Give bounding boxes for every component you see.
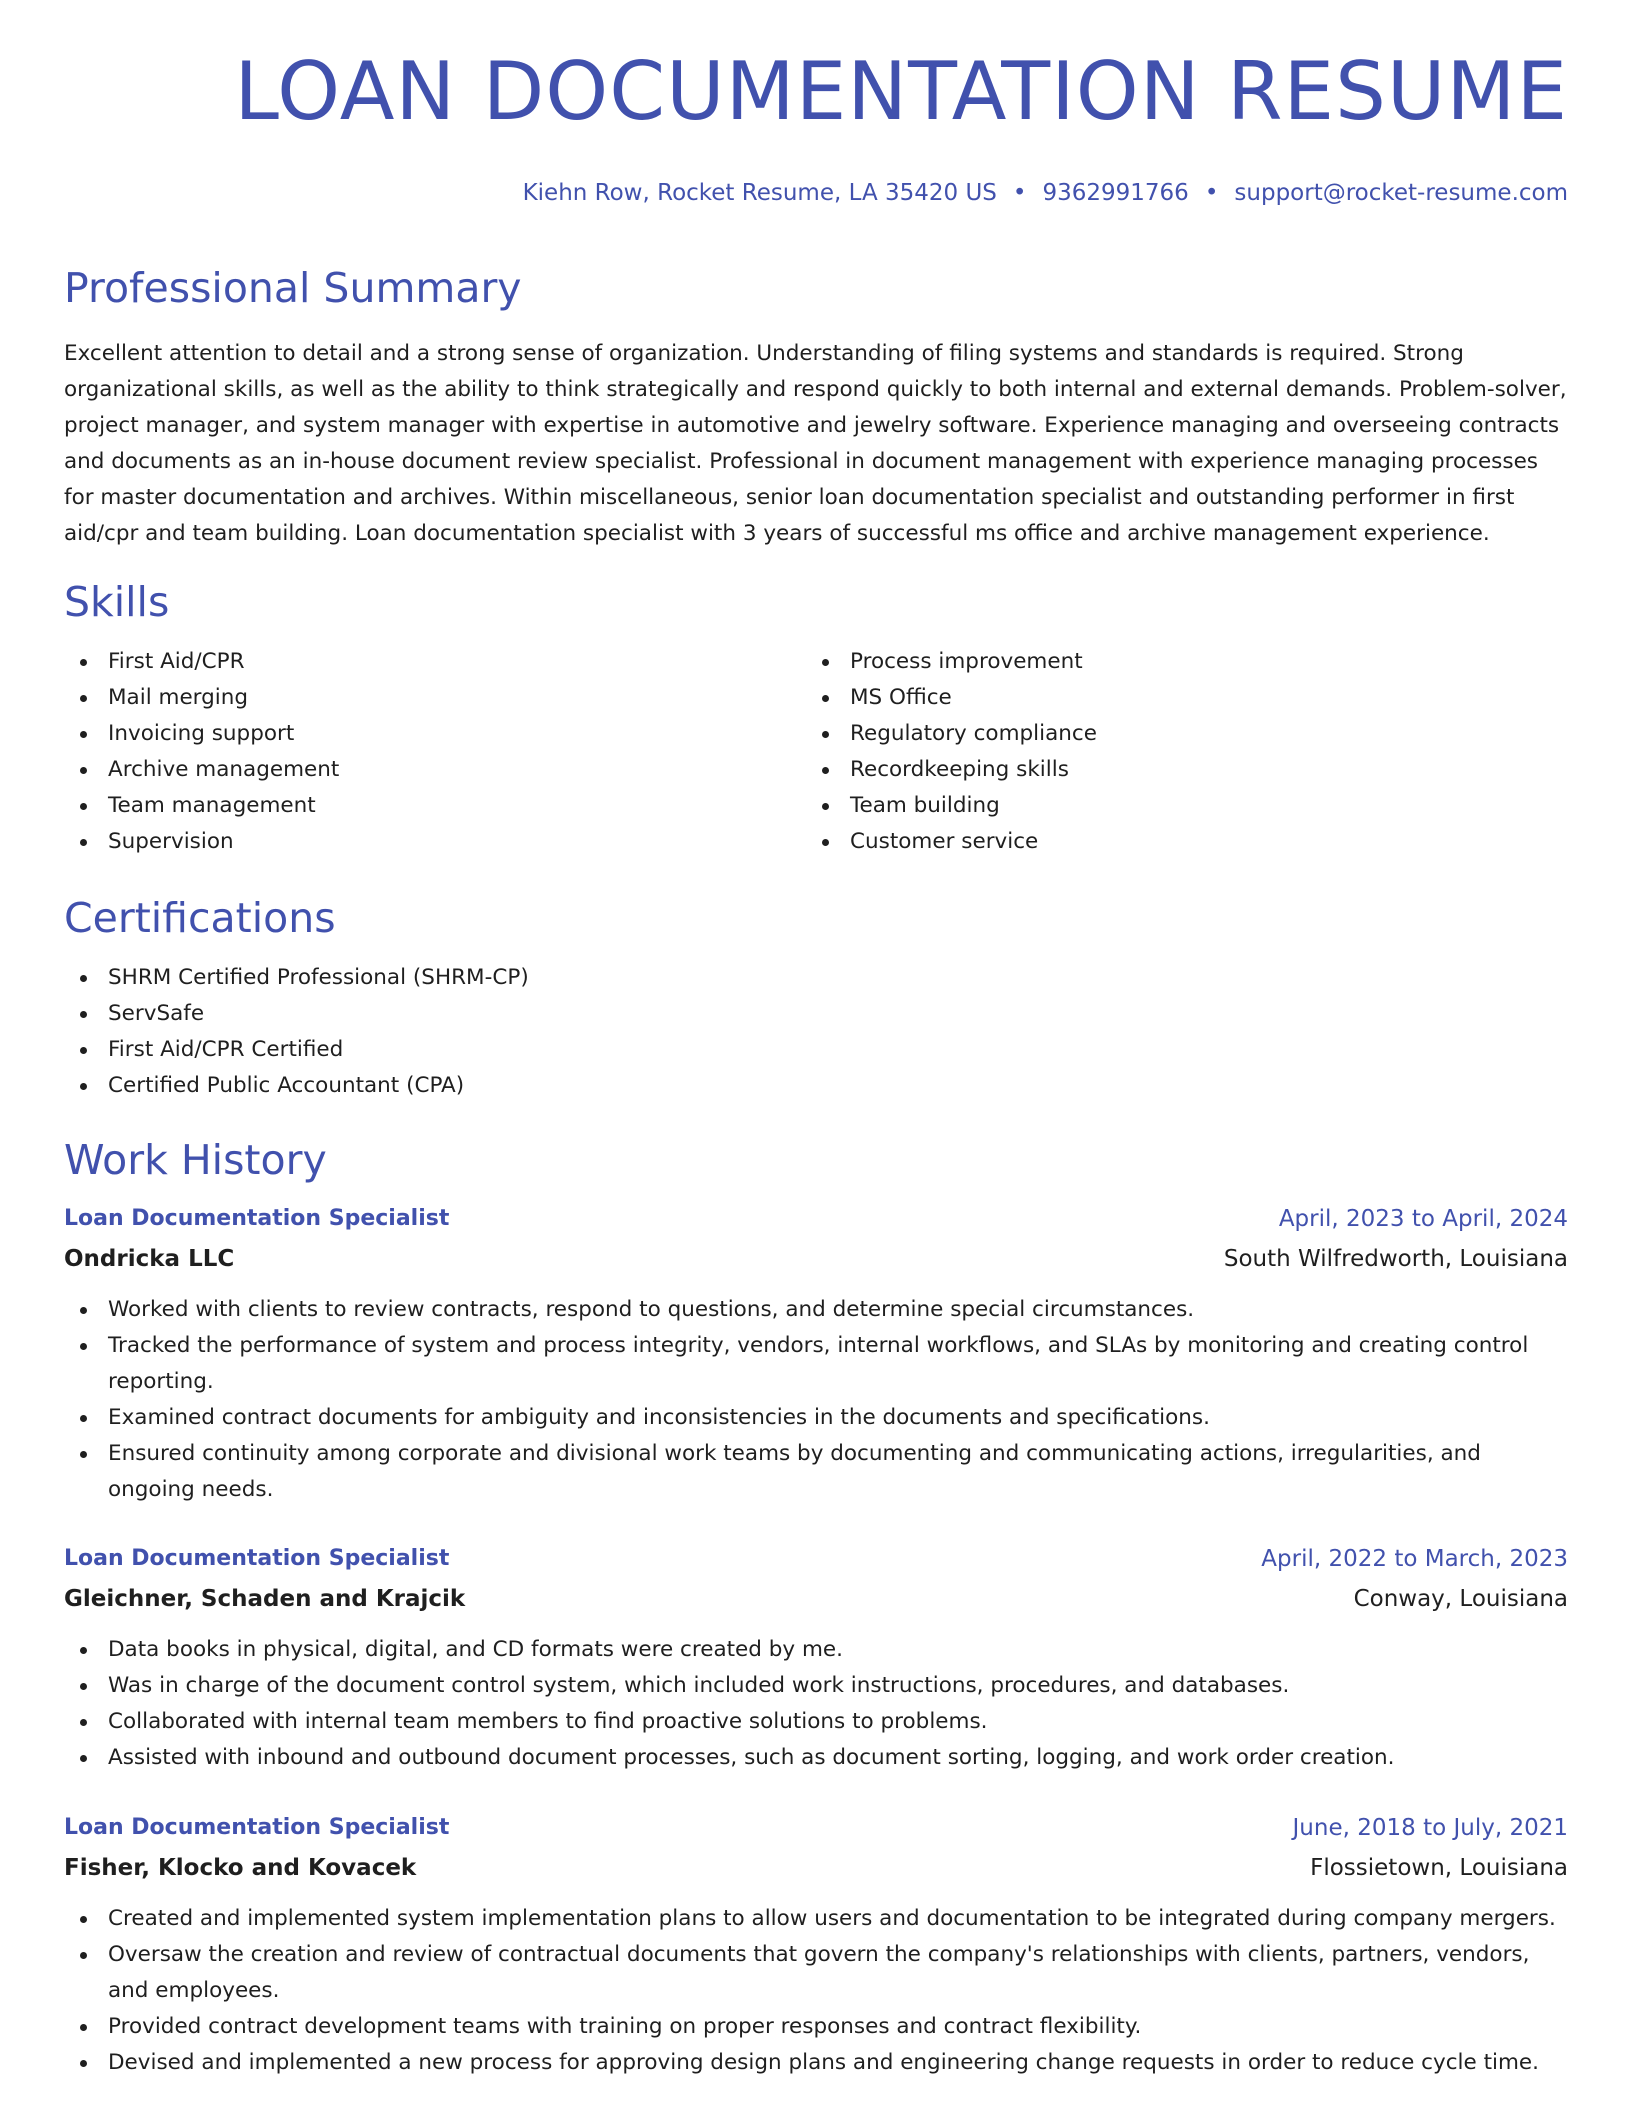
certifications-list (64, 960, 1568, 1104)
job-duties (64, 1901, 1568, 2081)
certification-item: SHRM Certified Professional (SHRM-CP) (64, 960, 1568, 996)
summary-heading: Professional Summary (64, 264, 522, 312)
certification-item: First Aid/CPR Certified (64, 1032, 1568, 1068)
job-title: Loan Documentation Specialist (64, 1546, 450, 1571)
skill-item: Process improvement (806, 644, 1566, 680)
contact-separator: • (1204, 180, 1219, 206)
skills-list-right (806, 644, 1566, 860)
certification-item: Certified Public Accountant (CPA) (64, 1068, 1568, 1104)
job-location: Conway, Louisiana (1353, 1586, 1568, 1612)
job-company: Fisher, Klocko and Kovacek (64, 1855, 417, 1881)
summary-text: Excellent attention to detail and a strong sense of organization. Understanding of filing systems and standards is required. Strong organizational skills, as well as the ability to think strategically and respond quickly to both internal and external demands. Problem-solver, project manager, and system manager with expertise in automotive and jewelry software. Experience managing and overseeing contracts and documents as an in-house document review specialist. Professional in document management with experience managing processes for master documentation and archives. Within miscellaneous, senior loan documentation specialist and outstanding performer in first aid/cpr and team building. Loan documentation specialist with 3 years of successful ms office and archive management experience. (64, 341, 1567, 546)
skill-item: Regulatory compliance (806, 716, 1566, 752)
job-duties (64, 1632, 1568, 1776)
job-location: Flossietown, Louisiana (1310, 1855, 1568, 1881)
job-duty-item: Devised and implemented a new process for approving design plans and engineering change requests in order to reduce cycle time. (64, 2045, 1568, 2081)
skills-list-left (64, 644, 764, 860)
skill-item: Team management (64, 788, 764, 824)
contact-email: support@rocket-resume.com (1234, 180, 1568, 206)
job-duty-item: Examined contract documents for ambiguity and inconsistencies in the documents and specifications. (64, 1400, 1568, 1436)
certification-item: ServSafe (64, 996, 1568, 1032)
skill-item: MS Office (806, 680, 1566, 716)
job-duty-item: Data books in physical, digital, and CD formats were created by me. (64, 1632, 1568, 1668)
certifications-heading: Certifications (64, 894, 336, 942)
contact-phone: 9362991766 (1042, 180, 1189, 206)
job-duty-item: Provided contract development teams with training on proper responses and contract flexibility. (64, 2009, 1568, 2045)
job-duty-item: Assisted with inbound and outbound document processes, such as document sorting, logging, and work order creation. (64, 1740, 1568, 1776)
job-dates: June, 2018 to July, 2021 (1292, 1815, 1568, 1841)
job-location: South Wilfredworth, Louisiana (1223, 1246, 1568, 1272)
job-company: Gleichner, Schaden and Krajcik (64, 1586, 466, 1612)
skill-item: Recordkeeping skills (806, 752, 1566, 788)
work-history-heading: Work History (64, 1136, 327, 1184)
job-duty-item: Created and implemented system implementation plans to allow users and documentation to be integrated during company mergers. (64, 1901, 1568, 1937)
contact-line (523, 182, 1568, 205)
job-company: Ondricka LLC (64, 1246, 235, 1272)
skill-item: First Aid/CPR (64, 644, 764, 680)
job-title: Loan Documentation Specialist (64, 1815, 450, 1840)
contact-separator: • (1012, 180, 1027, 206)
job-duties (64, 1292, 1568, 1508)
job-duty-item: Was in charge of the document control system, which included work instructions, procedures, and databases. (64, 1668, 1568, 1704)
skills-heading: Skills (64, 578, 170, 626)
job-dates: April, 2022 to March, 2023 (1261, 1546, 1568, 1572)
skill-item: Mail merging (64, 680, 764, 716)
skill-item: Archive management (64, 752, 764, 788)
skill-item: Team building (806, 788, 1566, 824)
job-dates: April, 2023 to April, 2024 (1278, 1206, 1568, 1232)
job-duty-item: Tracked the performance of system and process integrity, vendors, internal workflows, and SLAs by monitoring and creating control reporting. (64, 1328, 1568, 1400)
contact-address: Kiehn Row, Rocket Resume, LA 35420 US (522, 180, 997, 206)
job-duty-item: Collaborated with internal team members to find proactive solutions to problems. (64, 1704, 1568, 1740)
job-duty-item: Oversaw the creation and review of contractual documents that govern the company's relationships with clients, partners, vendors, and employees. (64, 1937, 1568, 2009)
job-title: Loan Documentation Specialist (64, 1206, 450, 1231)
job-duty-item: Ensured continuity among corporate and divisional work teams by documenting and communicating actions, irregularities, and ongoing needs. (64, 1436, 1568, 1508)
skill-item: Invoicing support (64, 716, 764, 752)
job-duty-item: Worked with clients to review contracts, respond to questions, and determine special circumstances. (64, 1292, 1568, 1328)
skill-item: Supervision (64, 824, 764, 860)
resume-title: LOAN DOCUMENTATION RESUME (234, 45, 1568, 138)
skill-item: Customer service (806, 824, 1566, 860)
